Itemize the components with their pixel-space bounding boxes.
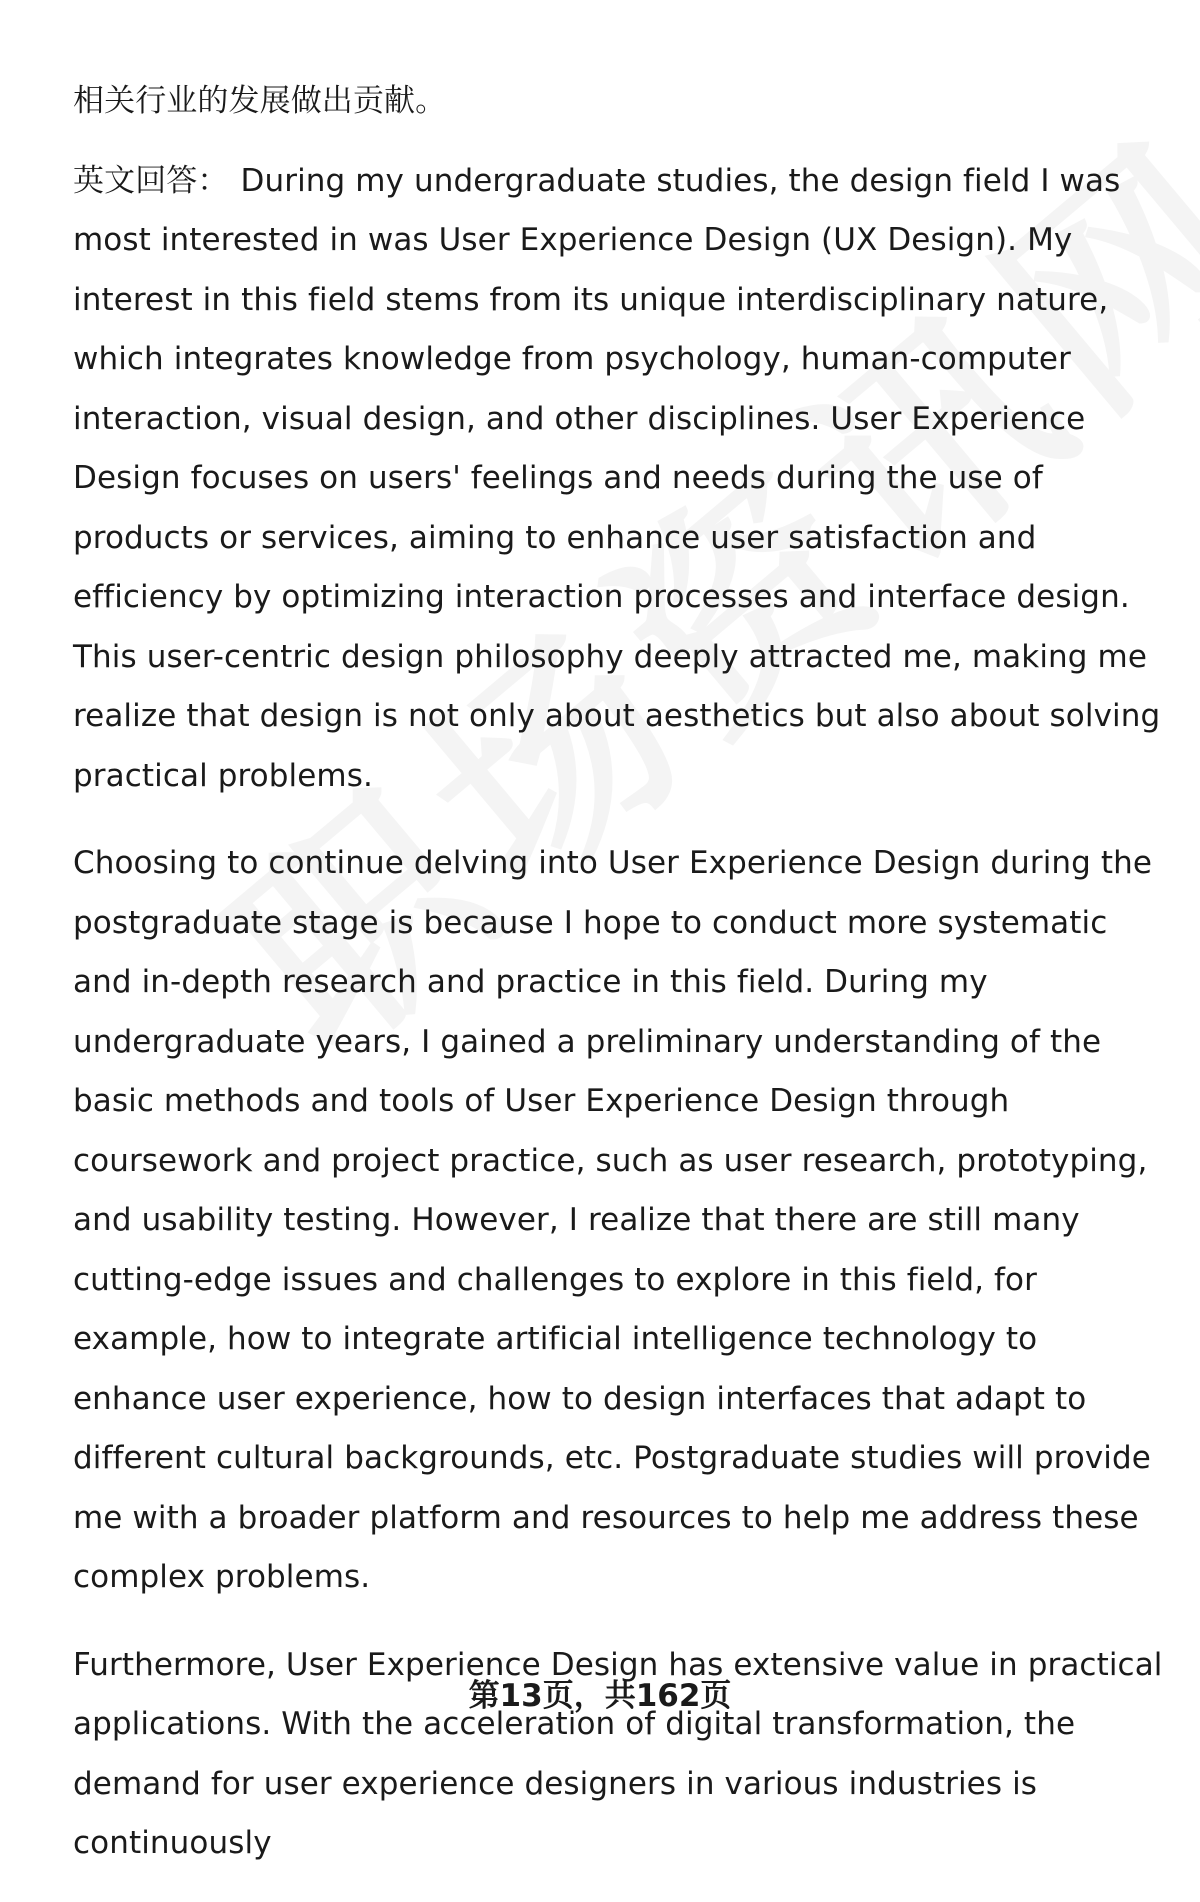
page-number: 第13页，共162页 — [468, 1678, 732, 1714]
answer-label: 英文回答： — [73, 162, 229, 199]
paragraph-1-text: During my undergraduate studies, the design field I was most interested in was User Experience Design (UX Design). My interest in this field stems from its unique interdisciplinary nature, which integrates knowledge from psychology, human-computer interaction, visual design, and other disciplines. User Experience Design focuses on users' feelings and needs during the use of products or services, aiming to enhance user satisfaction and efficiency by optimizing interaction processes and interface design. This user-centric design philosophy deeply attracted me, making me realize that design is not only about aesthetics but also about solving practical problems. — [73, 162, 1161, 794]
intro-line: 相关行业的发展做出贡献。 — [73, 83, 447, 119]
paragraph-3: Furthermore, User Experience Design has extensive value in practical applications. With the acceleration of digital transformation, the demand for user experience designers in various industries is continuously — [73, 1646, 1163, 1861]
paragraph-1 — [73, 152, 1173, 807]
paragraph-2: Choosing to continue delving into User Experience Design during the postgraduate stage is because I hope to conduct more systematic and in-depth research and practice in this field. During my undergraduate years, I gained a preliminary understanding of the basic methods and tools of User Experience Design through coursework and project practice, such as user research, prototyping, and usability testing. However, I realize that there are still many cutting-edge issues and challenges to explore in this field, for example, how to integrate artificial intelligence technology to enhance user experience, how to design interfaces that adapt to different cultural backgrounds, etc. Postgraduate studies will provide me with a broader platform and resources to help me address these complex problems. — [73, 845, 1153, 1595]
document-body — [73, 72, 1173, 1902]
